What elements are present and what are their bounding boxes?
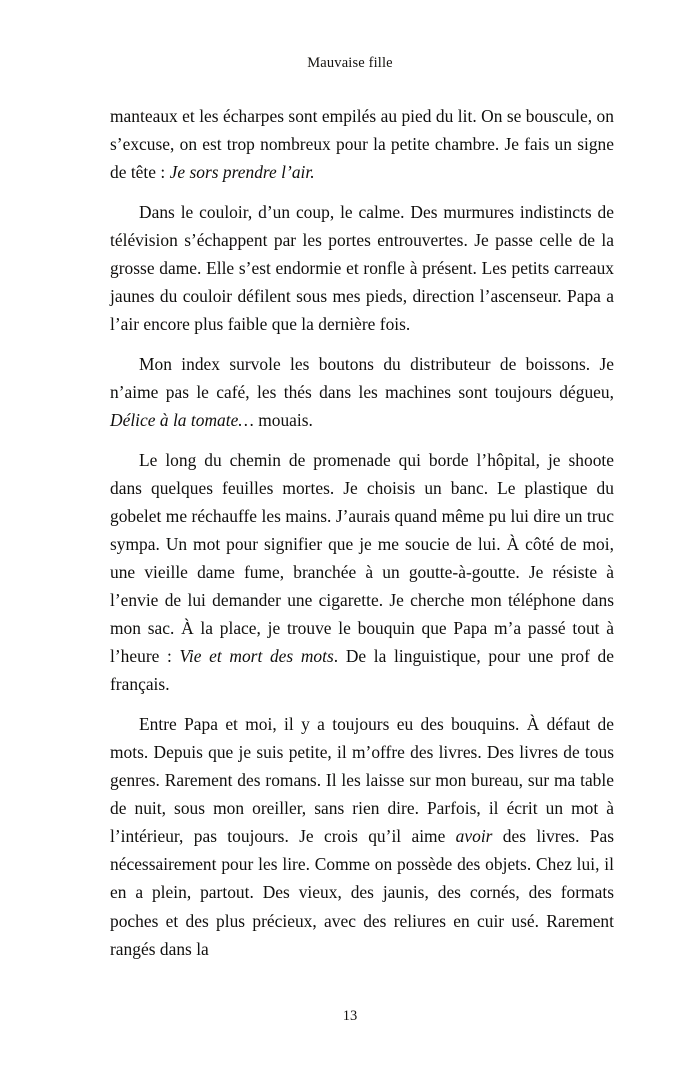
italic-run: avoir xyxy=(455,826,493,847)
text-run: des livres. Pas nécessairement pour les lire. Comme on possède des objets. Chez lui, il en a plein, partout. Des vieux, des jaunis, des cornés, des formats poches et des plus précieux, avec des reliures en cuir usé. Rarement rangés dans la xyxy=(110,826,614,959)
body-text xyxy=(110,102,614,963)
text-run: manteaux et les écharpes sont empilés au pied du lit. On se bouscule, on s’excuse, on est trop nombreux pour la petite chambre. Je fais un signe de tête : xyxy=(110,106,614,183)
paragraph-p3 xyxy=(110,350,614,434)
running-head: Mauvaise fille xyxy=(307,55,393,71)
text-run: Entre Papa et moi, il y a toujours eu des bouquins. À défaut de mots. Depuis que je suis petite, il m’offre des livres. Des livres de tous genres. Rarement des romans. Il les laisse sur mon bureau, sur ma table de nuit, sous mon oreiller, sans rien dire. Parfois, il écrit un mot à l’intérieur, pas toujours. Je crois qu’il aime xyxy=(110,713,614,847)
paragraph-p5 xyxy=(110,710,614,963)
paragraph-p2 xyxy=(110,198,614,338)
text-run: . De la linguistique, pour une prof de français. xyxy=(110,646,614,695)
text-run: Dans le couloir, d’un coup, le calme. Des murmures indistincts de télévision s’échappent par les portes entrouvertes. Je passe celle de la grosse dame. Elle s’est endormie et ronfle à présent. Les petits carreaux jaunes du couloir défilent sous mes pieds, direction l’ascenseur. Papa a l’air encore plus faible que la dernière fois. xyxy=(110,201,614,335)
page-number: 13 xyxy=(342,1008,358,1024)
italic-run: Vie et mort des mots xyxy=(179,646,334,667)
italic-run: Je sors prendre l’air. xyxy=(169,162,315,183)
text-run: mouais. xyxy=(253,409,313,430)
text-run: Mon index survole les boutons du distributeur de boissons. Je n’aime pas le café, les thés dans les machines sont toujours dégueu, xyxy=(110,353,614,402)
text-run: Le long du chemin de promenade qui borde l’hôpital, je shoote dans quelques feuilles mortes. Je choisis un banc. Le plastique du gobelet me réchauffe les mains. J’aurais quand même pu lui dire un truc sympa. Un mot pour signifier que je me soucie de lui. À côté de moi, une vieille dame fume, branchée à un goutte-à-goutte. Je résiste à l’envie de lui demander une cigarette. Je cherche mon téléphone dans mon sac. À la place, je trouve le bouquin que Papa m’a passé tout à l’heure : xyxy=(110,449,614,667)
paragraph-p4 xyxy=(110,446,614,699)
paragraph-p1 xyxy=(110,102,614,186)
italic-run: Délice à la tomate… xyxy=(110,409,254,430)
